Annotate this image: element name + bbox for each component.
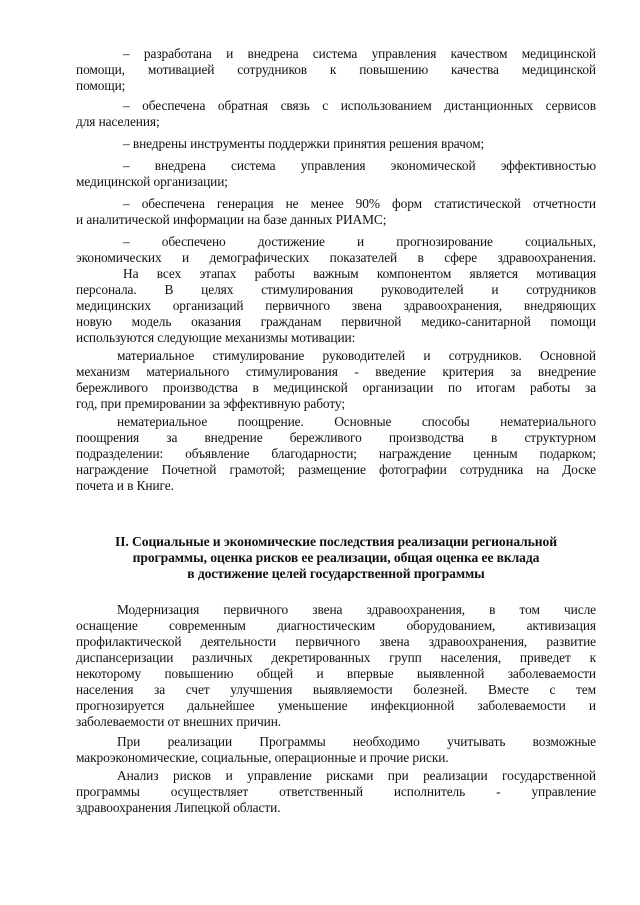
modernization-paragraph-line-7: прогнозируется дальнейшее уменьшение инфекционной заболеваемости и [76,698,596,713]
risks-paragraph-line-1: При реализации Программы необходимо учитывать возможные [117,734,596,749]
bullet-quality-management-line-3: помощи; [76,78,126,93]
bullet-indicators-line-2: экономических и демографических показателей в сфере здравоохранения. [76,250,596,265]
material-paragraph-line-1: материальное стимулирование руководителей и сотрудников. Основной [117,348,596,363]
material-paragraph-line-4: год, при премировании за эффективную работу; [76,396,345,411]
nonmaterial-paragraph-line-3: подразделении: объявление благодарности; награждение ценным подарком; [76,446,596,461]
modernization-paragraph-line-6: населения за счет улучшения выявляемости болезней. Вместе с тем [76,682,596,697]
bullet-feedback-line-2: для населения; [76,114,160,129]
bullet-indicators-line-1: – обеспечено достижение и прогнозирование социальных, [123,234,596,249]
modernization-paragraph-line-4: диспансеризации различных декретированных групп населения, приведет к [76,650,596,665]
bullet-decision-support-line-1: – внедрены инструменты поддержки принятия решения врачом; [123,136,485,151]
bullet-economic-efficiency-line-2: медицинской организации; [76,174,228,189]
modernization-paragraph-line-2: оснащение современным диагностическим оборудованием, активизация [76,618,596,633]
nonmaterial-paragraph-line-2: поощрения за внедрение бережливого производства в структурном [76,430,596,445]
bullet-statistics-line-1: – обеспечена генерация не менее 90% форм статистической отчетности [123,196,596,211]
analysis-paragraph-line-1: Анализ рисков и управление рисками при реализации государственной [117,768,596,783]
bullet-quality-management-line-1: – разработана и внедрена система управления качеством медицинской [123,46,596,61]
motivation-paragraph-line-1: На всех этапах работы важным компонентом является мотивация [123,266,596,281]
motivation-paragraph-line-5: используются следующие механизмы мотивации: [76,330,356,345]
bullet-economic-efficiency-line-1: – внедрена система управления экономической эффективностью [123,158,596,173]
motivation-paragraph-line-4: новую модель оказания гражданам первичной медико-санитарной помощи [76,314,596,329]
analysis-paragraph-line-3: здравоохранения Липецкой области. [76,800,281,815]
motivation-paragraph-line-2: персонала. В целях стимулирования руководителей и сотрудников [76,282,596,297]
modernization-paragraph-line-3: профилактической деятельности первичного звена здравоохранения, развитие [76,634,596,649]
nonmaterial-paragraph-line-1: нематериальное поощрение. Основные способы нематериального [117,414,596,429]
section-heading-line-3: в достижение целей государственной программы [187,566,485,581]
document-body [76,46,596,816]
modernization-paragraph-line-1: Модернизация первичного звена здравоохранения, в том числе [117,602,596,617]
bullet-quality-management-line-2: помощи, мотивацией сотрудников к повышению качества медицинской [76,62,596,77]
modernization-paragraph-line-5: некоторому повышению общей и впервые выявленной заболеваемости [76,666,596,681]
nonmaterial-paragraph-line-5: почета и в Книге. [76,478,174,493]
bullet-statistics-line-2: и аналитической информации на базе данных РИАМС; [76,212,387,227]
material-paragraph-line-2: механизм материального стимулирования - введение критерия за внедрение [76,364,596,379]
modernization-paragraph-line-8: заболеваемости от внешних причин. [76,714,282,729]
bullet-feedback-line-1: – обеспечена обратная связь с использованием дистанционных сервисов [123,98,596,113]
nonmaterial-paragraph-line-4: награждение Почетной грамотой; размещение фотографии сотрудника на Доске [76,462,596,477]
section-heading-line-1: II. Социальные и экономические последствия реализации региональной [115,534,557,549]
section-heading-line-2: программы, оценка рисков ее реализации, общая оценка ее вклада [132,550,540,565]
analysis-paragraph-line-2: программы осуществляет ответственный исполнитель - управление [76,784,596,799]
motivation-paragraph-line-3: медицинских организаций первичного звена здравоохранения, внедряющих [76,298,596,313]
material-paragraph-line-3: бережливого производства в медицинской организации по итогам работы за [76,380,596,395]
risks-paragraph-line-2: макроэкономические, социальные, операционные и прочие риски. [76,750,449,765]
